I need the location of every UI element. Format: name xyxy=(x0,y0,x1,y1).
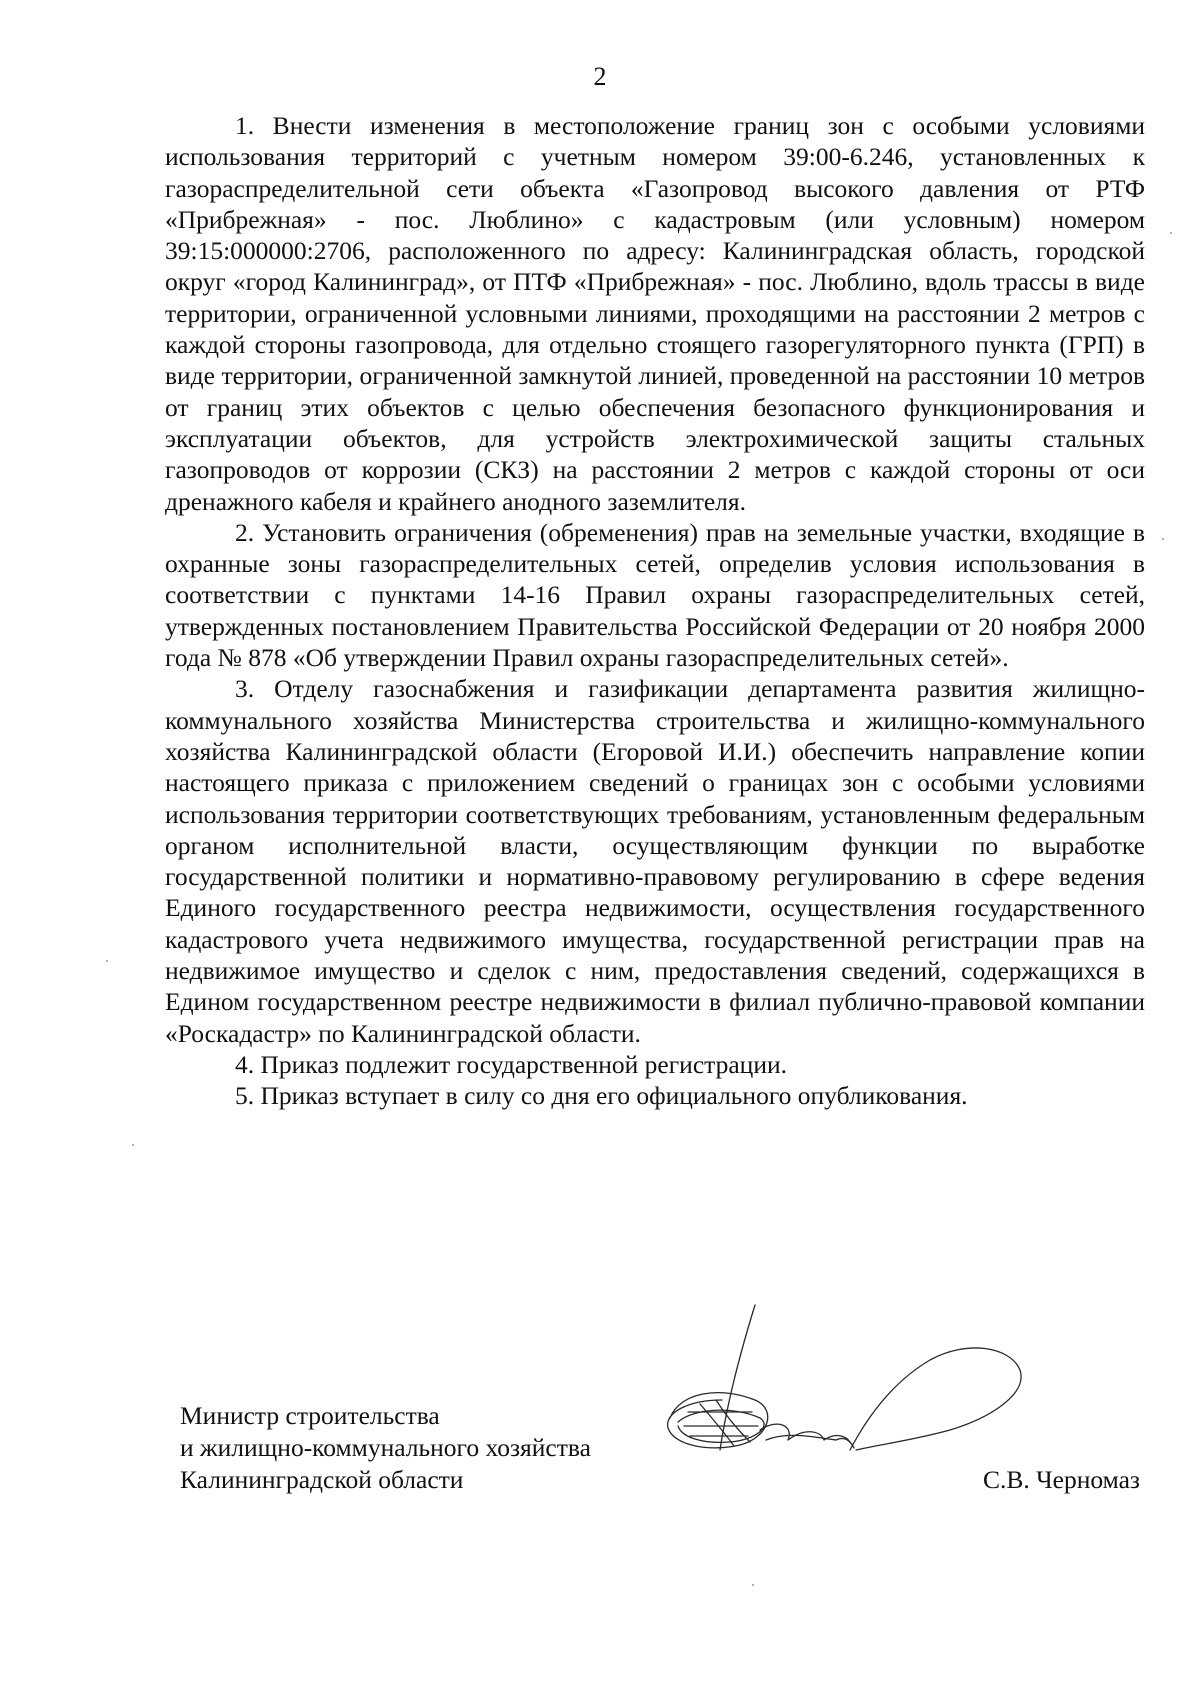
position-line-3: Калининградской области xyxy=(180,1465,464,1494)
scan-speck xyxy=(752,1584,754,1586)
scan-speck xyxy=(1162,538,1164,540)
handwritten-signature xyxy=(660,1300,1090,1500)
scan-speck xyxy=(132,1144,134,1146)
position-line-2: и жилищно-коммунального хозяйства xyxy=(180,1433,591,1462)
paragraph-1: 1. Внести изменения в местоположение границ зон с особыми условиями использования территорий с учетным номером 39:00-6.246, установленных к газораспределительной сети объекта «Газопровод высокого давления от РТФ «Прибрежная» - пос. Люблино» с кадастровым (или условным) номером 39:15:000000:2706, расположенного по адресу: Калининградская область, городской округ «город Калининград», от ПТФ «Прибрежная» - пос. Люблино, вдоль трассы в виде территории, ограниченной условными линиями, проходящими на расстоянии 2 метров с каждой стороны газопровода, для отдельно стоящего газорегуляторного пункта (ГРП) в виде территории, ограниченной замкнутой линией, проведенной на расстоянии 10 метров от границ этих объектов с целью обеспечения безопасного функционирования и эксплуатации объектов, для устройств электрохимической защиты стальных газопроводов от коррозии (СКЗ) на расстоянии 2 метров с каждой стороны от оси дренажного кабеля и крайнего анодного заземлителя. xyxy=(165,111,1145,516)
signer-position xyxy=(180,1400,591,1496)
paragraph-4: 4. Приказ подлежит государственной регистрации. xyxy=(235,1049,787,1079)
scan-speck xyxy=(106,960,108,962)
position-line-1: Министр строительства xyxy=(180,1401,440,1430)
document-body xyxy=(165,110,1145,1112)
paragraph-3: 3. Отделу газоснабжения и газификации департамента развития жилищно-коммунального хозяйства Министерства строительства и жилищно-коммунального хозяйства Калининградской области (Егоровой И.И.) обеспечить направление копии настоящего приказа с приложением сведений о границах зон с особыми условиями использования территории соответствующих требованиям, установленным федеральным органом исполнительной власти, осуществляющим функции по выработке государственной политики и нормативно-правовому регулированию в сфере ведения Единого государственного реестра недвижимости, осуществления государственного кадастрового учета недвижимого имущества, государственной регистрации прав на недвижимое имущество и сделок с ним, предоставления сведений, содержащихся в Едином государственном реестре недвижимости в филиал публично-правовой компании «Роскадастр» по Калининградской области. xyxy=(165,674,1145,1048)
scan-speck xyxy=(1170,232,1172,234)
paragraph-2: 2. Установить ограничения (обременения) прав на земельные участки, входящие в охранные зоны газораспределительных сетей, определив условия использования в соответствии с пунктами 14-16 Правил охраны газораспределительных сетей, утвержденных постановлением Правительства Российской Федерации от 20 ноября 2000 года № 878 «Об утверждении Правил охраны газораспределительных сетей». xyxy=(165,517,1145,673)
paragraph-5: 5. Приказ вступает в силу со дня его официального опубликования. xyxy=(235,1081,968,1111)
page-number: 2 xyxy=(593,62,607,91)
signer-name: С.В. Черномаз xyxy=(982,1465,1140,1494)
